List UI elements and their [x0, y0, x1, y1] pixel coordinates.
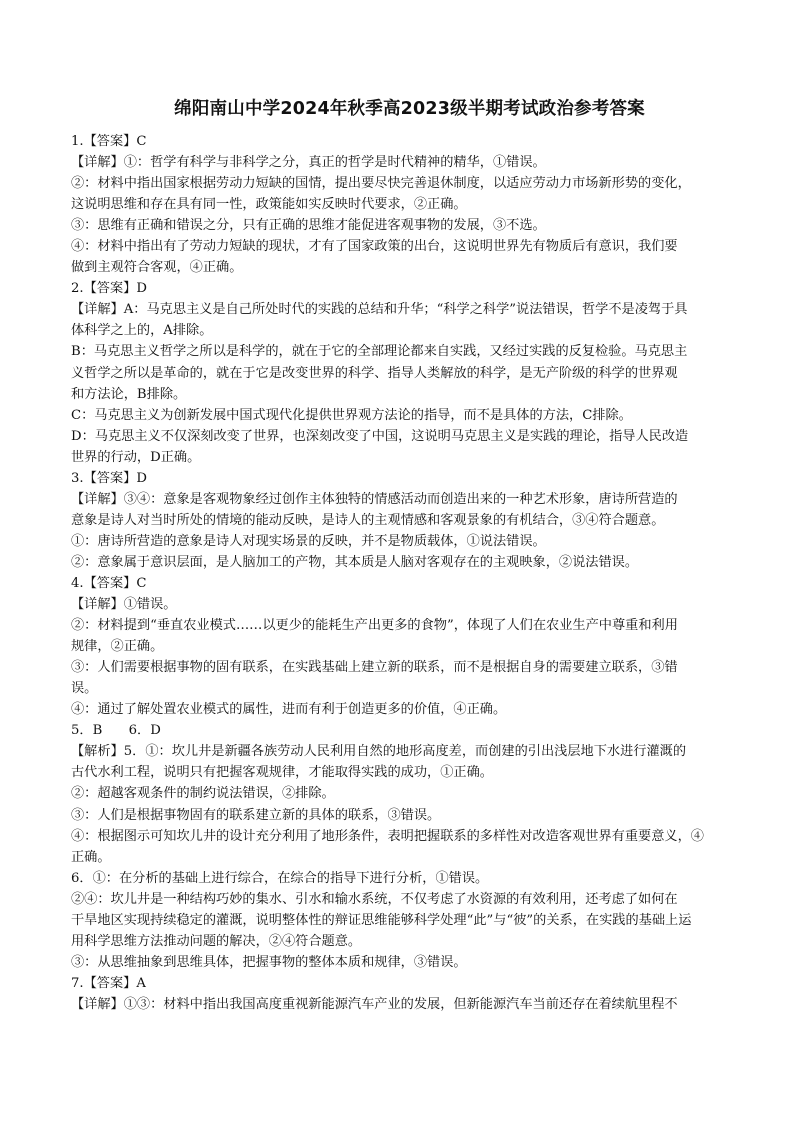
text-line: 4.【答案】C: [71, 575, 147, 591]
answer-content: [71, 131, 748, 1015]
text-line: ④：通过了解处置农业模式的属性，进而有利于创造更多的价值，④正确。: [71, 702, 507, 718]
page-title: 绵阳南山中学2024年秋季高2023级半期考试政治参考答案: [174, 99, 645, 119]
text-line: ④：材料中指出有了劳动力短缺的现状，才有了国家政策的出台，这说明世界先有物质后有意识，我们要: [71, 239, 678, 255]
text-line: 做到主观符合客观，④正确。: [71, 260, 243, 276]
text-line: ①：唐诗所营造的意象是诗人对现实场景的反映，并不是物质载体，①说法错误。: [71, 533, 546, 549]
text-line: ③：人们是根据事物固有的联系建立新的具体的联系，③错误。: [71, 807, 441, 823]
text-line: 误。: [71, 681, 98, 697]
text-line: 3.【答案】D: [71, 470, 147, 486]
text-line: 5．B 6．D: [71, 723, 161, 739]
text-line: ②：超越客观条件的制约说法错误，②排除。: [71, 786, 335, 802]
text-line: 古代水利工程，说明只有把握客观规律，才能取得实践的成功，①正确。: [71, 765, 493, 781]
text-line: 干旱地区实现持续稳定的灌溉，说明整体性的辩证思维能够科学处理“此”与“彼”的关系，在实践的基础上运: [71, 912, 692, 928]
text-line: 【详解】①③：材料中指出我国高度重视新能源汽车产业的发展，但新能源汽车当前还存在着续航里程不: [71, 996, 678, 1012]
text-line: 正确。: [71, 849, 111, 865]
text-line: ④：根据图示可知坎儿井的设计充分利用了地形条件，表明把握联系的多样性对改造客观世界有重要意义，④: [71, 828, 704, 844]
text-line: ②：材料中指出国家根据劳动力短缺的国情，提出要尽快完善退休制度，以适应劳动力市场新形势的变化，: [71, 176, 691, 192]
text-line: 世界的行动，D正确。: [71, 449, 201, 465]
text-line: 意象是诗人对当时所处的情境的能动反映，是诗人的主观情感和客观景象的有机结合，③④符合题意。: [71, 512, 665, 528]
text-line: 6．①：在分析的基础上进行综合，在综合的指导下进行分析，①错误。: [71, 870, 489, 886]
text-line: B：马克思主义哲学之所以是科学的，就在于它的全部理论都来自实践，又经过实践的反复检验。马克思主: [71, 344, 688, 360]
text-line: ②：意象属于意识层面，是人脑加工的产物，其本质是人脑对客观存在的主观映象，②说法错误。: [71, 554, 639, 570]
text-line: 1.【答案】C: [71, 134, 147, 149]
text-line: 体科学之上的，A排除。: [71, 323, 213, 339]
text-line: ②④：坎儿井是一种结构巧妙的集水、引水和输水系统，不仅考虑了水资源的有效利用，还考虑了如何在: [71, 891, 678, 907]
text-line: 这说明思维和存在具有同一性，政策能如实反映时代要求，②正确。: [71, 197, 467, 213]
text-line: 和方法论，B排除。: [71, 386, 187, 402]
text-line: 【详解】①错误。: [71, 597, 177, 613]
text-line: C：马克思主义为创新发展中国式现代化提供世界观方法论的指导，而不是具体的方法，C排除。: [71, 407, 632, 423]
text-line: ③：思维有正确和错误之分，只有正确的思维才能促进客观事物的发展，③不选。: [71, 218, 546, 234]
text-line: ②：材料提到“垂直农业模式……以更少的能耗生产出更多的食物”，体现了人们在农业生产中尊重和利用: [71, 618, 678, 634]
text-line: 【详解】A：马克思主义是自己所处时代的实践的总结和升华；“科学之科学”说法错误，哲学不是凌驾于具: [71, 302, 688, 318]
text-line: D：马克思主义不仅深刻改变了世界，也深刻改变了中国，这说明马克思主义是实践的理论，指导人民改造: [71, 428, 689, 444]
text-line: 【详解】③④：意象是客观物象经过创作主体独特的情感活动而创造出来的一种艺术形象，唐诗所营造的: [71, 491, 678, 507]
text-line: 用科学思维方法推动问题的解决，②④符合题意。: [71, 933, 362, 949]
text-line: 规律，②正确。: [71, 639, 164, 655]
text-line: 义哲学之所以是革命的，就在于它是改变世界的科学、指导人类解放的科学，是无产阶级的科学的世界观: [71, 365, 678, 381]
text-line: ③：从思维抽象到思维具体，把握事物的整体本质和规律，③错误。: [71, 954, 467, 970]
text-line: 7.【答案】A: [71, 975, 146, 991]
text-line: ③：人们需要根据事物的固有联系，在实践基础上建立新的联系，而不是根据自身的需要建立联系，③错: [71, 660, 678, 676]
text-line: 2.【答案】D: [71, 281, 147, 297]
text-line: 【详解】①：哲学有科学与非科学之分，真正的哲学是时代精神的精华，①错误。: [71, 155, 546, 171]
text-line: 【解析】5．①：坎儿井是新疆各族劳动人民利用自然的地形高度差，而创建的引出浅层地下水进行灌溉的: [71, 744, 687, 760]
